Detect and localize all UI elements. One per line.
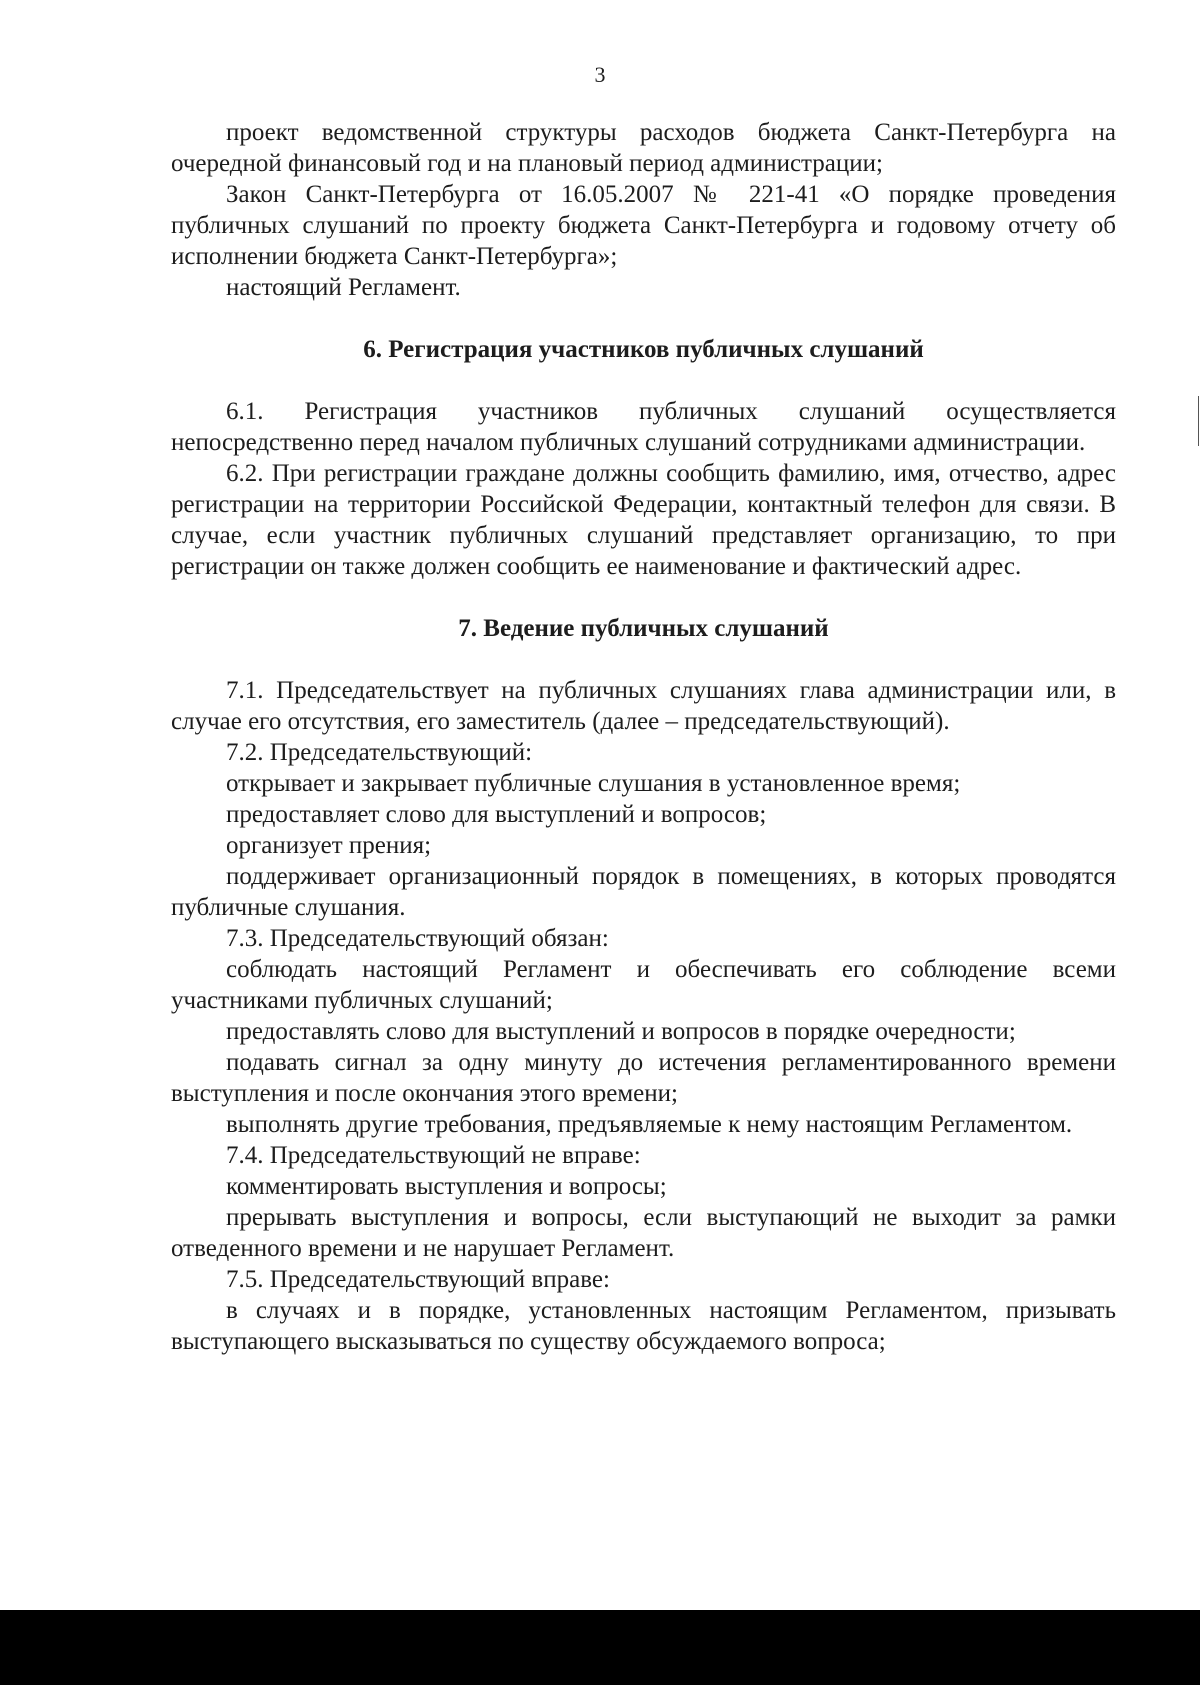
list-item: предоставлять слово для выступлений и вопросов в порядке очередности;	[226, 1018, 1016, 1045]
list-item: соблюдать настоящий Регламент и обеспечивать его соблюдение всеми участниками публичных слушаний;	[171, 956, 1116, 1014]
paragraph-budget-structure: проект ведомственной структуры расходов бюджета Санкт-Петербурга на очередной финансовый год и на плановый период администрации;	[171, 119, 1116, 177]
list-item: предоставляет слово для выступлений и вопросов;	[226, 801, 767, 828]
paragraph-this-regulation: настоящий Регламент.	[226, 274, 461, 301]
scan-bottom-border	[0, 1610, 1200, 1685]
list-item: комментировать выступления и вопросы;	[226, 1173, 667, 1200]
clause-7-4: 7.4. Председательствующий не вправе:	[226, 1142, 641, 1169]
section-heading-6: 6. Регистрация участников публичных слушаний	[363, 336, 924, 363]
section-heading-7: 7. Ведение публичных слушаний	[458, 615, 829, 642]
document-body	[171, 117, 1116, 1357]
list-item: выполнять другие требования, предъявляемые к нему настоящим Регламентом.	[226, 1111, 1073, 1138]
clause-6-2: 6.2. При регистрации граждане должны сообщить фамилию, имя, отчество, адрес регистрации на территории Российской Федерации, контактный телефон для связи. В случае, если участник публичных слушаний представляет организацию, то при регистрации он также должен сообщить ее наименование и фактический адрес.	[171, 460, 1116, 580]
scan-edge-mark	[1198, 396, 1199, 446]
clause-7-1: 7.1. Председательствует на публичных слушаниях глава администрации или, в случае его отсутствия, его заместитель (далее – председательствующий).	[171, 677, 1116, 735]
list-item: организует прения;	[226, 832, 432, 859]
paragraph-spb-law: Закон Санкт-Петербурга от 16.05.2007 № 221-41 «О порядке проведения публичных слушаний по проекту бюджета Санкт-Петербурга и годовому отчету об исполнении бюджета Санкт-Петербурга»;	[171, 181, 1116, 270]
page-number: 3	[594, 62, 606, 87]
list-item: подавать сигнал за одну минуту до истечения регламентированного времени выступления и после окончания этого времени;	[171, 1049, 1116, 1107]
list-item: в случаях и в порядке, установленных настоящим Регламентом, призывать выступающего высказываться по существу обсуждаемого вопроса;	[171, 1297, 1116, 1355]
clause-7-2: 7.2. Председательствующий:	[226, 739, 533, 766]
clause-6-1: 6.1. Регистрация участников публичных слушаний осуществляется непосредственно перед началом публичных слушаний сотрудниками администрации.	[171, 398, 1116, 456]
list-item: поддерживает организационный порядок в помещениях, в которых проводятся публичные слушания.	[171, 863, 1116, 921]
list-item: открывает и закрывает публичные слушания в установленное время;	[226, 770, 961, 797]
clause-7-3: 7.3. Председательствующий обязан:	[226, 925, 609, 952]
list-item: прерывать выступления и вопросы, если выступающий не выходит за рамки отведенного времени и не нарушает Регламент.	[171, 1204, 1116, 1262]
clause-7-5: 7.5. Председательствующий вправе:	[226, 1266, 610, 1293]
